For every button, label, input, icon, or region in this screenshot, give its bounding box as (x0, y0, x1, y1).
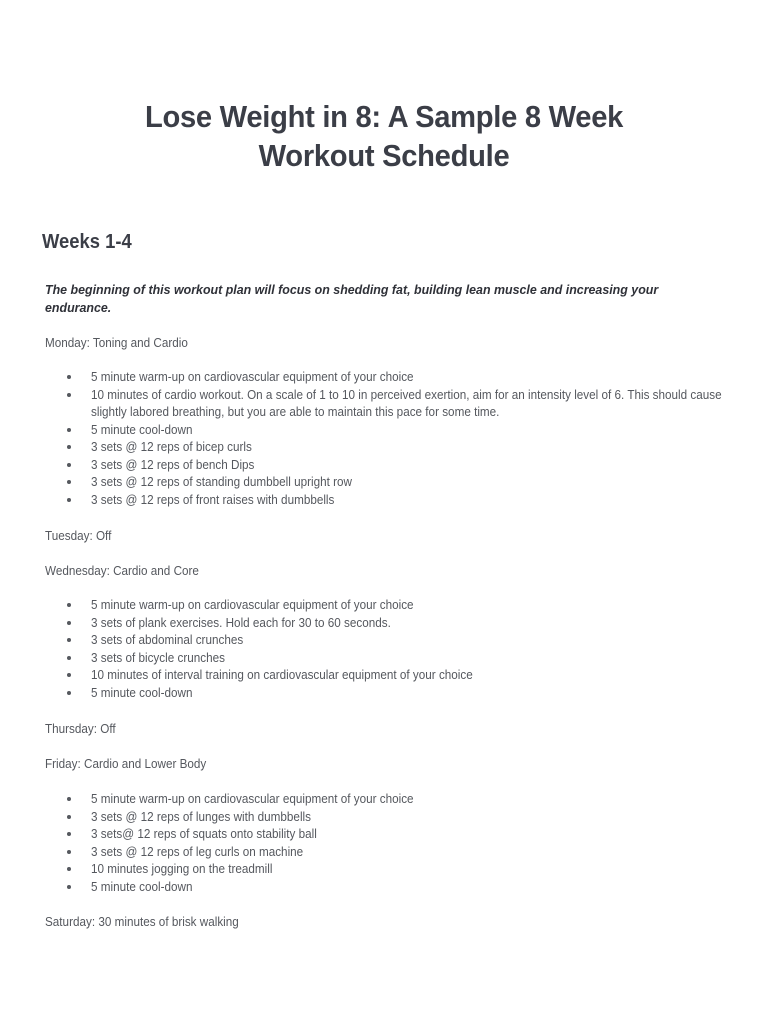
bullet-icon (67, 691, 71, 695)
wednesday-exercise-list (45, 596, 735, 701)
bullet-icon (67, 603, 71, 607)
day-label-wednesday: Wednesday: Cardio and Core (45, 563, 199, 578)
list-item: 3 sets of abdominal crunches (45, 631, 735, 649)
list-item: 3 sets of bicycle crunches (45, 649, 735, 667)
list-item: 3 sets @ 12 reps of bicep curls (45, 438, 735, 456)
list-item: 3 sets @ 12 reps of lunges with dumbbells (45, 808, 735, 826)
list-item: 3 sets @ 12 reps of bench Dips (45, 456, 735, 474)
list-item: 10 minutes of interval training on cardiovascular equipment of your choice (45, 666, 735, 684)
bullet-icon (67, 656, 71, 660)
bullet-icon (67, 673, 71, 677)
day-label-saturday: Saturday: 30 minutes of brisk walking (45, 914, 239, 929)
list-item: 5 minute cool-down (45, 421, 735, 439)
bullet-icon (67, 463, 71, 467)
list-item: 5 minute warm-up on cardiovascular equipment of your choice (45, 790, 735, 808)
list-item: 3 sets @ 12 reps of front raises with dumbbells (45, 491, 735, 509)
day-label-monday: Monday: Toning and Cardio (45, 335, 188, 350)
day-label-tuesday: Tuesday: Off (45, 528, 112, 543)
bullet-icon (67, 797, 71, 801)
title-line-2: Workout Schedule (258, 138, 510, 173)
section-heading-weeks-1-4: Weeks 1-4 (42, 231, 132, 253)
bullet-icon (67, 832, 71, 836)
bullet-icon (67, 498, 71, 502)
friday-exercise-list (45, 790, 735, 895)
intro-paragraph: The beginning of this workout plan will focus on shedding fat, building lean muscle and increasing your endurance. (45, 282, 659, 315)
list-item: 3 sets @ 12 reps of standing dumbbell upright row (45, 473, 735, 491)
list-item: 10 minutes of cardio workout. On a scale of 1 to 10 in perceived exertion, aim for an intensity level of 6. This should cause slightly labored breathing, but you are able to maintain this pace for some time. (45, 386, 735, 421)
bullet-icon (67, 867, 71, 871)
bullet-icon (67, 621, 71, 625)
bullet-icon (67, 885, 71, 889)
list-item: 5 minute cool-down (45, 878, 735, 896)
bullet-icon (67, 393, 71, 397)
day-label-thursday: Thursday: Off (45, 721, 116, 736)
bullet-icon (67, 638, 71, 642)
title-line-1: Lose Weight in 8: A Sample 8 Week (144, 99, 624, 134)
bullet-icon (67, 850, 71, 854)
list-item: 3 sets@ 12 reps of squats onto stability ball (45, 825, 735, 843)
bullet-icon (67, 445, 71, 449)
list-item: 10 minutes jogging on the treadmill (45, 860, 735, 878)
list-item: 5 minute warm-up on cardiovascular equipment of your choice (45, 368, 735, 386)
list-item: 5 minute cool-down (45, 684, 735, 702)
bullet-icon (67, 428, 71, 432)
list-item: 3 sets @ 12 reps of leg curls on machine (45, 843, 735, 861)
list-item: 3 sets of plank exercises. Hold each for 30 to 60 seconds. (45, 614, 735, 632)
list-item: 5 minute warm-up on cardiovascular equipment of your choice (45, 596, 735, 614)
monday-exercise-list (45, 368, 735, 508)
day-label-friday: Friday: Cardio and Lower Body (45, 756, 207, 771)
document-title (23, 97, 745, 175)
bullet-icon (67, 375, 71, 379)
bullet-icon (67, 480, 71, 484)
bullet-icon (67, 815, 71, 819)
